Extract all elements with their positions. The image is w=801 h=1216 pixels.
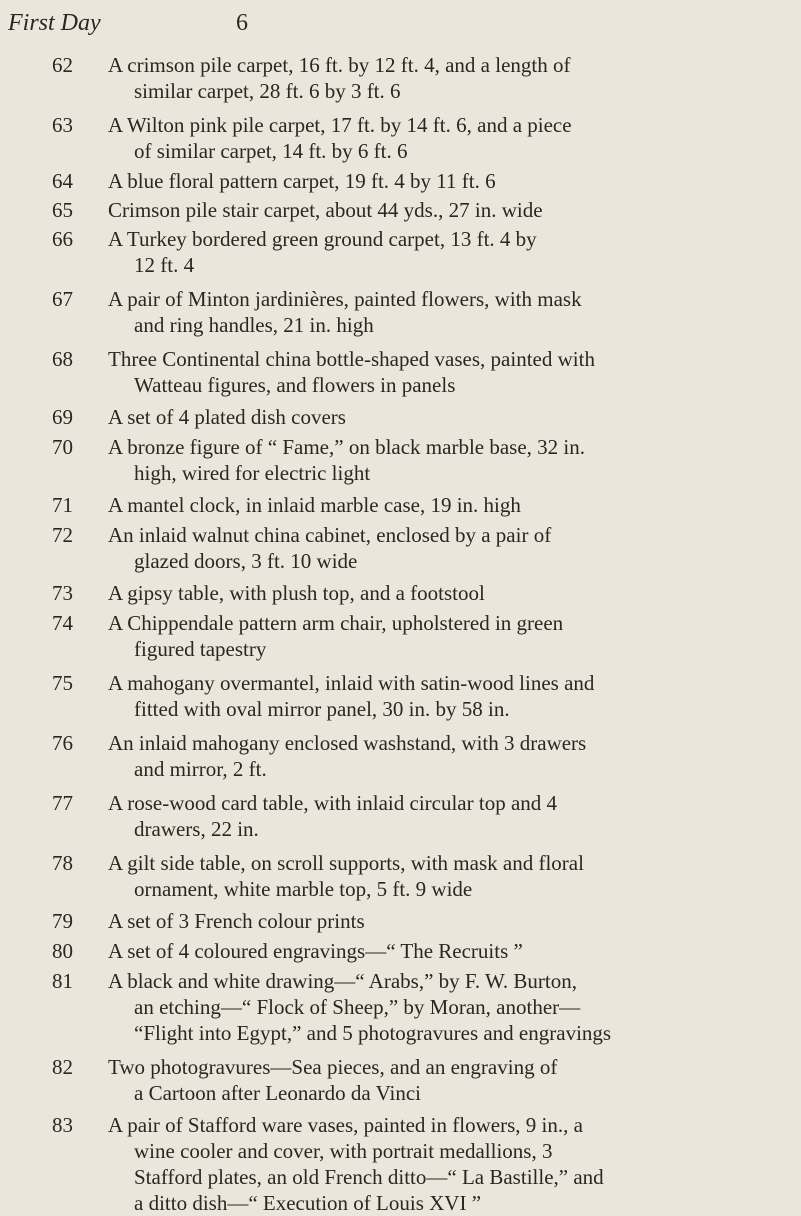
lot-description	[108, 908, 798, 934]
lot-description-line: 12 ft. 4	[134, 253, 195, 277]
lot-number: 69	[52, 405, 73, 429]
lot-number: 81	[52, 969, 73, 993]
lot-entry	[0, 968, 801, 1046]
lot-description-line: and ring handles, 21 in. high	[134, 313, 374, 337]
lot-description-line: ornament, white marble top, 5 ft. 9 wide	[134, 877, 473, 901]
lot-description	[108, 968, 798, 1046]
lot-number: 76	[52, 731, 73, 755]
lot-number: 72	[52, 523, 73, 547]
lot-description	[108, 197, 798, 223]
lot-description-line: fitted with oval mirror panel, 30 in. by 58 in.	[134, 697, 510, 721]
lot-description	[108, 522, 798, 574]
lot-description-line: A gilt side table, on scroll supports, with mask and floral	[108, 851, 584, 875]
lot-description-line: An inlaid mahogany enclosed washstand, with 3 drawers	[108, 731, 587, 755]
lot-description-line: A set of 3 French colour prints	[108, 909, 365, 933]
lot-entry	[0, 112, 801, 164]
lot-description	[108, 286, 798, 338]
lot-entry	[0, 168, 801, 194]
lot-entry	[0, 52, 801, 104]
lot-entry	[0, 790, 801, 842]
lot-description-line: drawers, 22 in.	[134, 817, 259, 841]
lot-description-line: a ditto dish—“ Execution of Louis XVI ”	[134, 1191, 482, 1215]
lot-description	[108, 580, 798, 606]
lot-description-line: A set of 4 plated dish covers	[108, 405, 346, 429]
lot-description-line: A Wilton pink pile carpet, 17 ft. by 14 ft. 6, and a piece	[108, 113, 572, 137]
page-number: 6	[236, 10, 248, 36]
lot-description	[108, 226, 798, 278]
lot-description	[108, 52, 798, 104]
lot-number: 75	[52, 671, 73, 695]
lot-description-line: Stafford plates, an old French ditto—“ La Bastille,” and	[134, 1165, 604, 1189]
lot-number: 63	[52, 113, 73, 137]
lot-entry	[0, 1112, 801, 1216]
lot-description	[108, 404, 798, 430]
lot-description-line: A blue floral pattern carpet, 19 ft. 4 by 11 ft. 6	[108, 169, 496, 193]
day-heading: First Day	[8, 10, 101, 36]
lot-number: 62	[52, 53, 73, 77]
lot-entry	[0, 938, 801, 964]
lot-description	[108, 112, 798, 164]
lot-number: 65	[52, 198, 73, 222]
lot-number: 77	[52, 791, 73, 815]
lot-number: 68	[52, 347, 73, 371]
lot-number: 73	[52, 581, 73, 605]
lot-description	[108, 1054, 798, 1106]
lot-number: 70	[52, 435, 73, 459]
lot-description	[108, 790, 798, 842]
lot-description-line: A Chippendale pattern arm chair, upholstered in green	[108, 611, 564, 635]
lot-description	[108, 610, 798, 662]
lot-description-line: a Cartoon after Leonardo da Vinci	[134, 1081, 421, 1105]
lot-entry	[0, 492, 801, 518]
lot-description-line: of similar carpet, 14 ft. by 6 ft. 6	[134, 139, 408, 163]
lot-entry	[0, 670, 801, 722]
lot-description	[108, 670, 798, 722]
page-header	[8, 10, 768, 50]
lot-description	[108, 434, 798, 486]
lot-entry	[0, 908, 801, 934]
lot-entry	[0, 346, 801, 398]
lot-entry	[0, 197, 801, 223]
lot-description-line: and mirror, 2 ft.	[134, 757, 267, 781]
lot-number: 83	[52, 1113, 73, 1137]
lot-description-line: Watteau figures, and flowers in panels	[134, 373, 456, 397]
lot-number: 79	[52, 909, 73, 933]
lot-description-line: A pair of Minton jardinières, painted flowers, with mask	[108, 287, 582, 311]
lot-entry	[0, 226, 801, 278]
lot-description-line: A gipsy table, with plush top, and a footstool	[108, 581, 485, 605]
lot-description-line: wine cooler and cover, with portrait medallions, 3	[134, 1139, 553, 1163]
lot-entry	[0, 434, 801, 486]
lot-description-line: A mantel clock, in inlaid marble case, 19 in. high	[108, 493, 521, 517]
lot-description	[108, 730, 798, 782]
lot-description-line: “Flight into Egypt,” and 5 photogravures and engravings	[134, 1021, 612, 1045]
lot-number: 82	[52, 1055, 73, 1079]
lot-description-line: A crimson pile carpet, 16 ft. by 12 ft. 4, and a length of	[108, 53, 571, 77]
lot-number: 80	[52, 939, 73, 963]
lot-description-line: glazed doors, 3 ft. 10 wide	[134, 549, 358, 573]
lot-description	[108, 168, 798, 194]
lot-number: 71	[52, 493, 73, 517]
lot-description-line: A set of 4 coloured engravings—“ The Recruits ”	[108, 939, 523, 963]
lot-number: 78	[52, 851, 73, 875]
lot-entry	[0, 850, 801, 902]
lot-description	[108, 850, 798, 902]
lot-description-line: Three Continental china bottle-shaped vases, painted with	[108, 347, 595, 371]
lot-description-line: high, wired for electric light	[134, 461, 371, 485]
lot-description	[108, 346, 798, 398]
lot-description-line: an etching—“ Flock of Sheep,” by Moran, another—	[134, 995, 581, 1019]
lot-description-line: A Turkey bordered green ground carpet, 13 ft. 4 by	[108, 227, 537, 251]
lot-list	[0, 48, 801, 1216]
lot-number: 66	[52, 227, 73, 251]
lot-description-line: An inlaid walnut china cabinet, enclosed by a pair of	[108, 523, 552, 547]
lot-number: 74	[52, 611, 73, 635]
lot-entry	[0, 404, 801, 430]
lot-number: 67	[52, 287, 73, 311]
lot-description	[108, 492, 798, 518]
lot-description-line: A pair of Stafford ware vases, painted in flowers, 9 in., a	[108, 1113, 583, 1137]
lot-description-line: A black and white drawing—“ Arabs,” by F. W. Burton,	[108, 969, 578, 993]
lot-entry	[0, 730, 801, 782]
lot-description	[108, 938, 798, 964]
lot-description-line: Crimson pile stair carpet, about 44 yds., 27 in. wide	[108, 198, 543, 222]
lot-description-line: Two photogravures—Sea pieces, and an engraving of	[108, 1055, 558, 1079]
lot-entry	[0, 610, 801, 662]
lot-description-line: A bronze figure of “ Fame,” on black marble base, 32 in.	[108, 435, 586, 459]
lot-description	[108, 1112, 798, 1216]
lot-entry	[0, 580, 801, 606]
lot-description-line: figured tapestry	[134, 637, 267, 661]
lot-description-line: A rose-wood card table, with inlaid circular top and 4	[108, 791, 558, 815]
lot-entry	[0, 522, 801, 574]
lot-description-line: A mahogany overmantel, inlaid with satin-wood lines and	[108, 671, 595, 695]
lot-number: 64	[52, 169, 73, 193]
lot-entry	[0, 286, 801, 338]
lot-description-line: similar carpet, 28 ft. 6 by 3 ft. 6	[134, 79, 401, 103]
lot-entry	[0, 1054, 801, 1106]
